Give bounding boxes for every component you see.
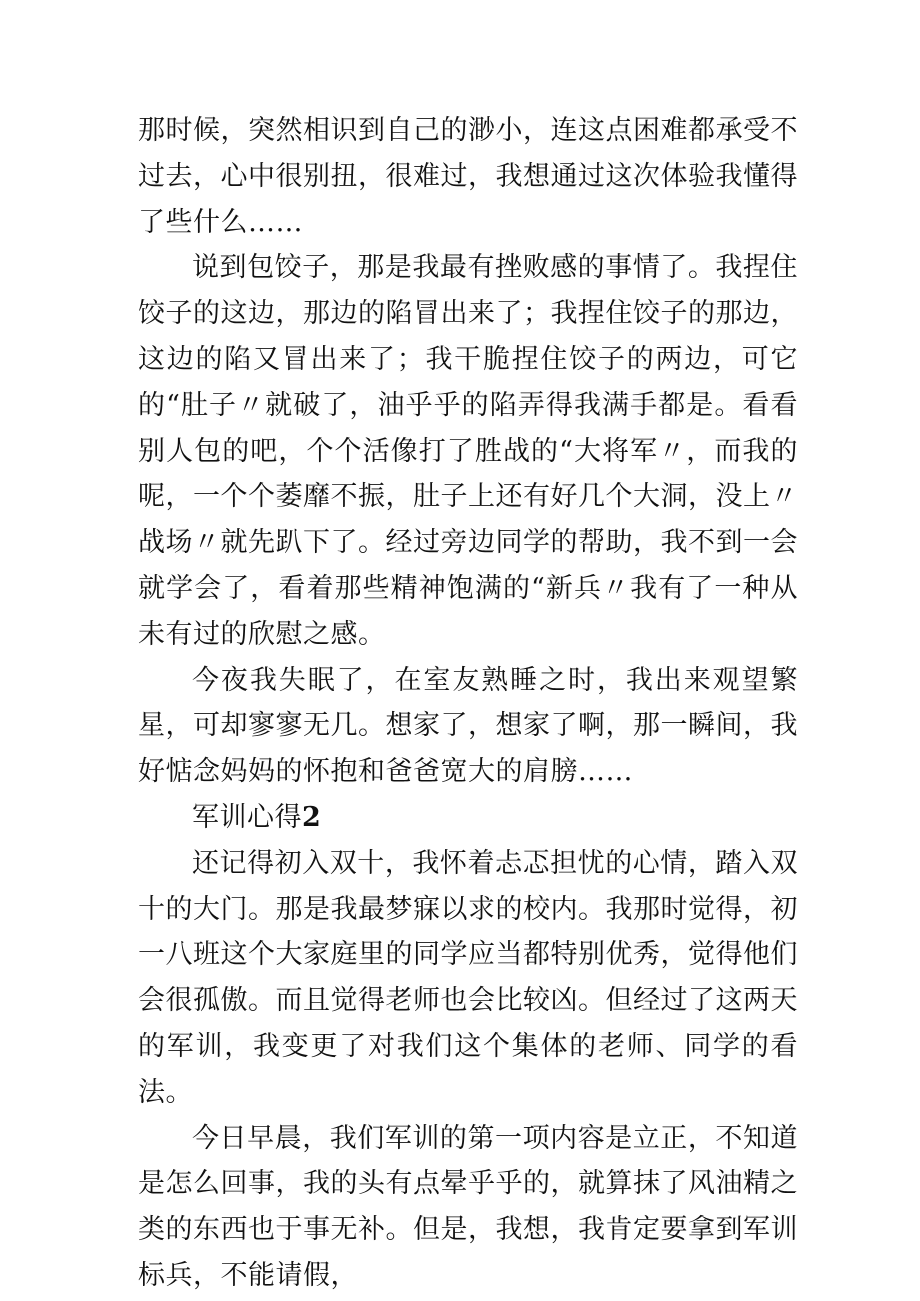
paragraph-morning-training: 今日早晨，我们军训的第一项内容是立正，不知道是怎么回事，我的头有点晕乎乎的，就算抹了风油精之类的东西也于事无补。但是，我想，我肯定要拿到军训标兵，不能请假，	[138, 1122, 798, 1291]
section-heading-number: 2	[302, 801, 322, 833]
document-body	[138, 108, 798, 1299]
paragraph-dumplings: 说到包饺子，那是我最有挫败感的事情了。我捏住饺子的这边，那边的陷冒出来了；我捏住饺子的那边，这边的陷又冒出来了；我干脆捏住饺子的两边，可它的“肚子〃就破了，油乎乎的陷弄得我满手都是。看看别人包的吧，个个活像打了胜战的“大将军〃，而我的呢，一个个萎靡不振，肚子上还有好几个大洞，没上〃战场〃就先趴下了。经过旁边同学的帮助，我不到一会就学会了，看着那些精神饱满的“新兵〃我有了一种从未有过的欣慰之感。	[138, 252, 798, 650]
paragraph-first-impression: 还记得初入双十，我怀着忐忑担忧的心情，踏入双十的大门。那是我最梦寐以求的校内。我那时觉得，初一八班这个大家庭里的同学应当都特别优秀，觉得他们会很孤傲。而且觉得老师也会比较凶。但经过了这两天的军训，我变更了对我们这个集体的老师、同学的看法。	[138, 847, 798, 1108]
paragraph-continuation: 那时候，突然相识到自己的渺小，连这点困难都承受不过去，心中很别扭，很难过，我想通过这次体验我懂得了些什么……	[138, 115, 798, 238]
paragraph-homesick: 今夜我失眠了，在室友熟睡之时，我出来观望繁星，可却寥寥无几。想家了，想家了啊，那一瞬间，我好惦念妈妈的怀抱和爸爸宽大的肩膀……	[138, 664, 798, 788]
section-heading	[138, 795, 798, 841]
section-heading-text: 军训心得	[192, 801, 302, 833]
